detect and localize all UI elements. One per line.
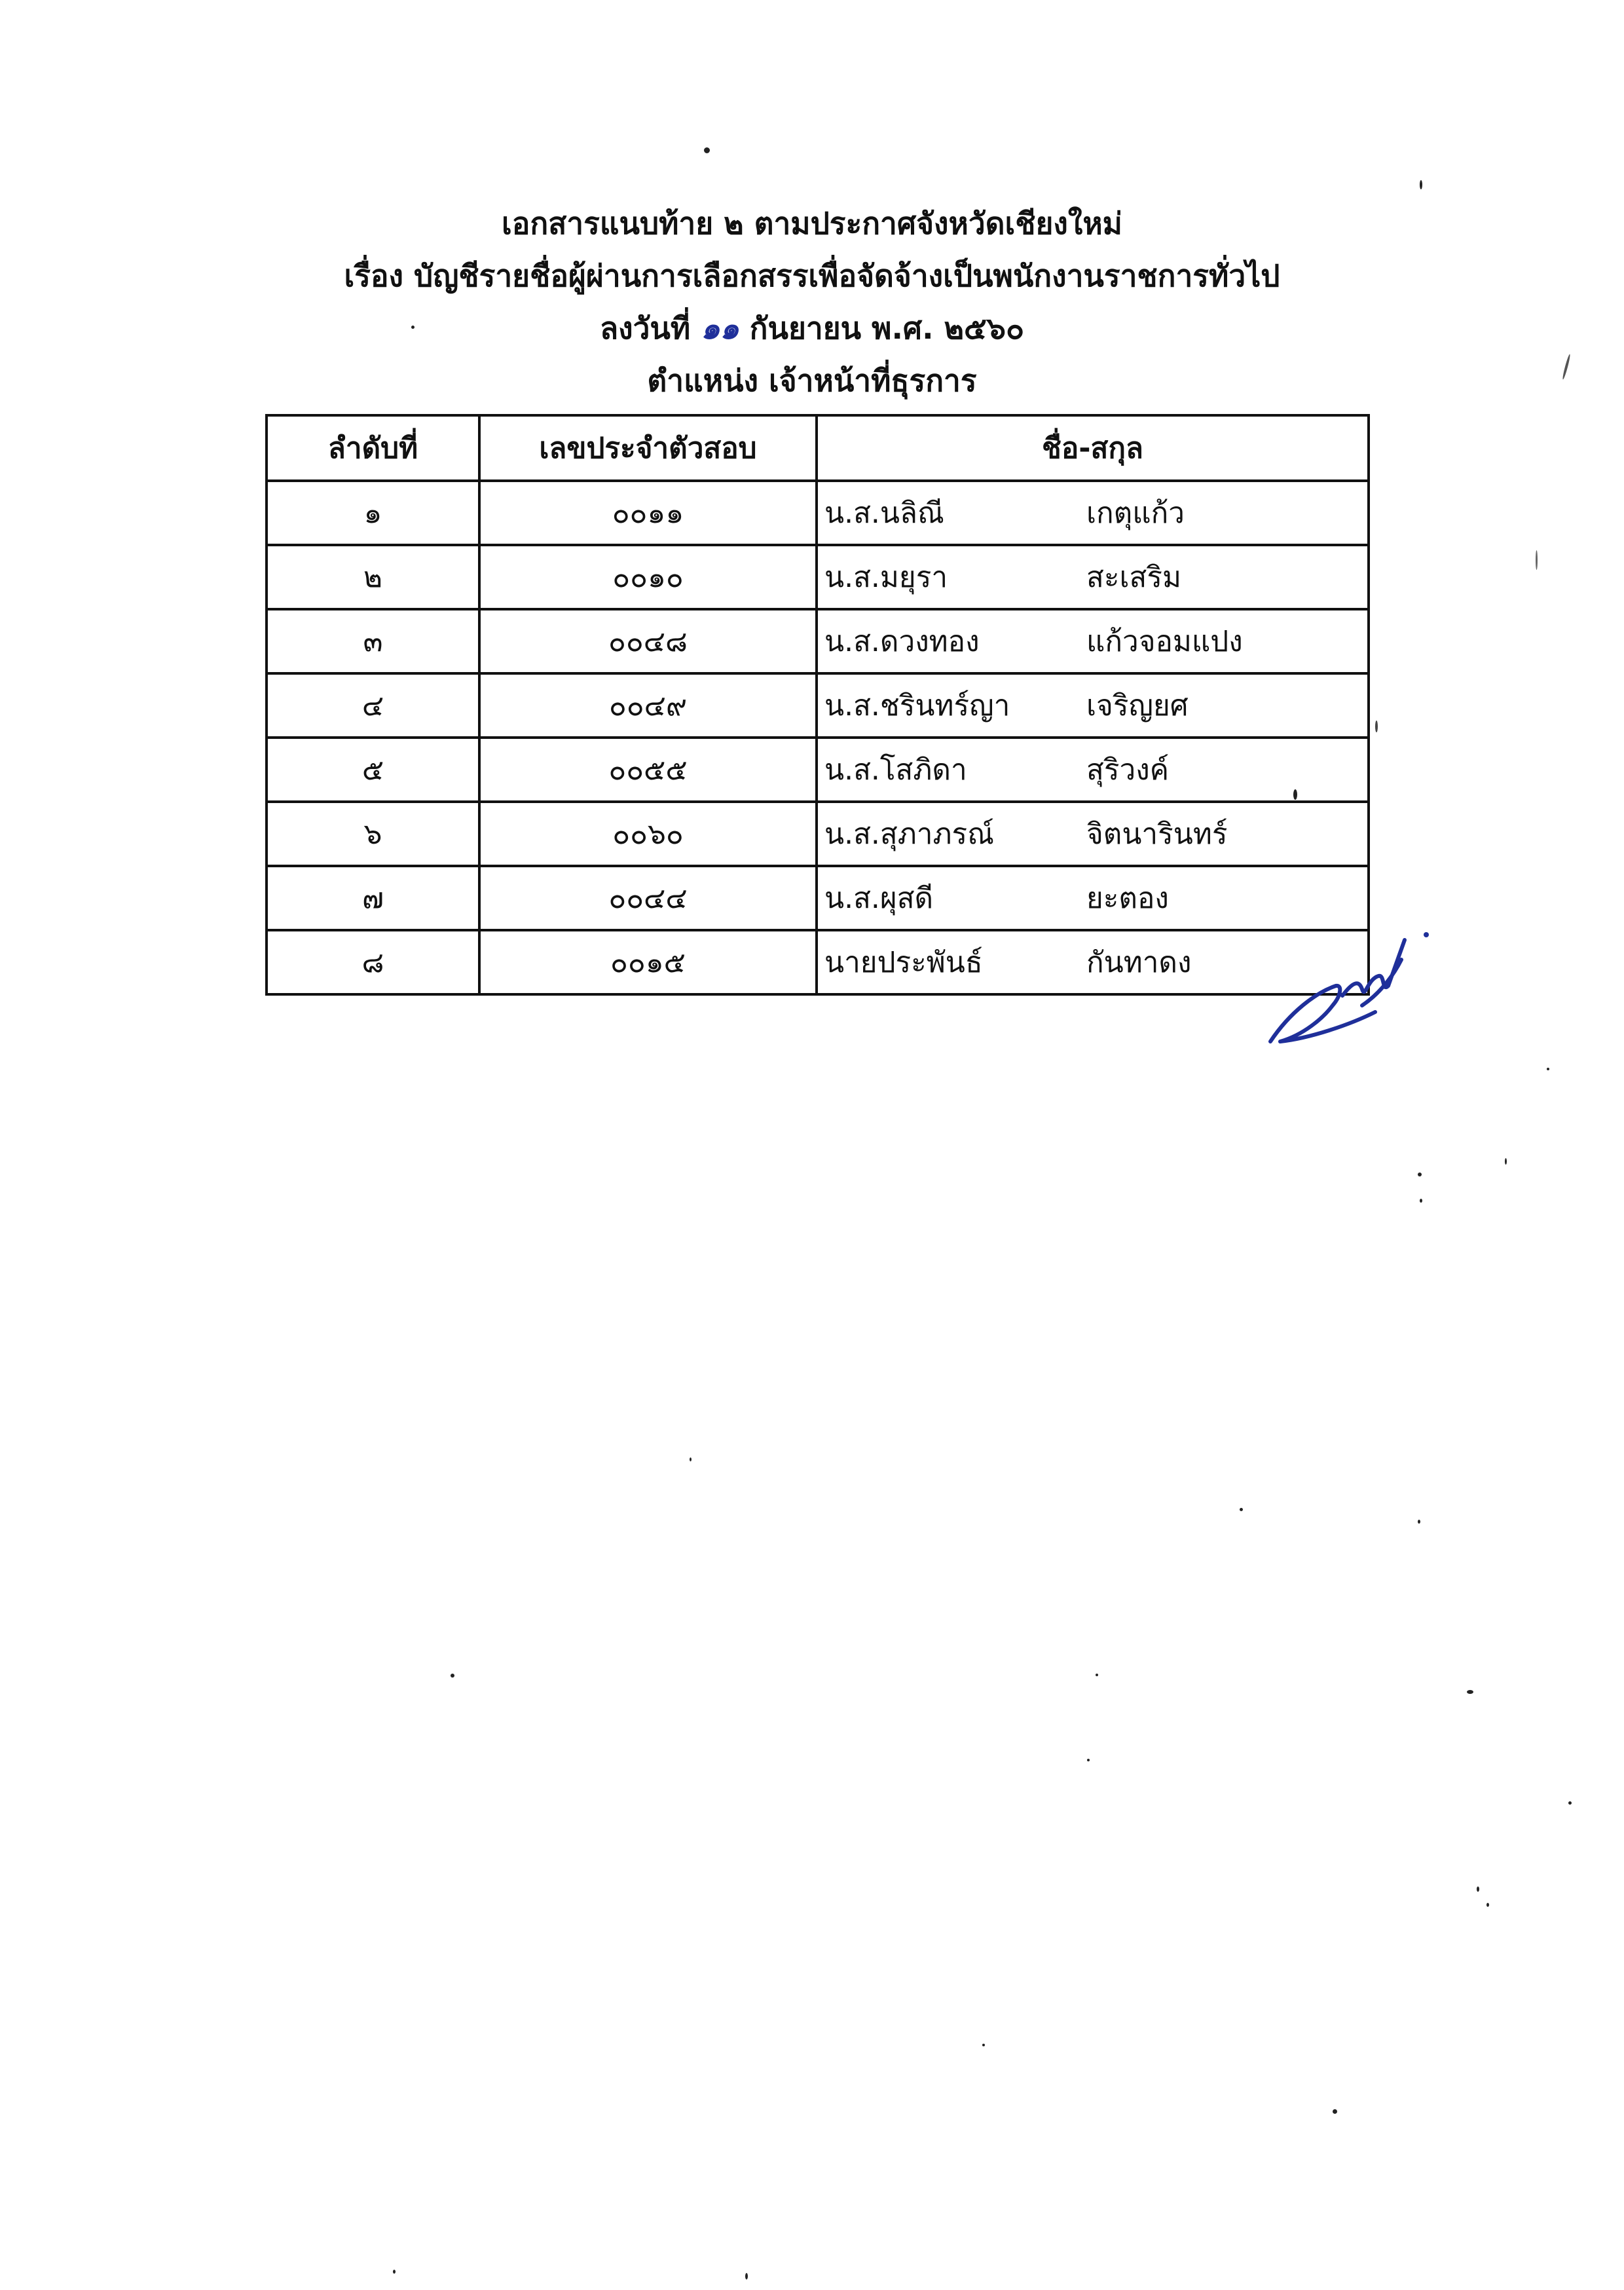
scan-speck [745,2273,748,2280]
table-row [267,545,1369,609]
full-name [817,673,1369,738]
table-row [267,866,1369,930]
date-suffix: กันยายน พ.ศ. ๒๕๖๐ [749,310,1025,346]
exam-id: ๐๐๑๕ [479,930,817,994]
exam-id: ๐๐๑๐ [479,545,817,609]
last-name: กันทาดง [1086,946,1192,979]
col-header-exam-id: เลขประจำตัวสอบ [479,415,817,481]
full-name [817,609,1369,673]
scan-speck [1420,1199,1422,1203]
handwritten-day: ๑๑ [701,310,739,346]
header-line-2: เรื่อง บัญชีรายชื่อผู้ผ่านการเลือกสรรเพื่อจัดจ้างเป็นพนักงานราชการทั่วไป [344,258,1280,293]
row-number: ๓ [267,609,479,673]
exam-id: ๐๐๔๔ [479,866,817,930]
first-name: นายประพันธ์ [824,946,983,979]
scan-speck [1486,1903,1489,1907]
exam-id: ๐๐๔๘ [479,609,817,673]
table-row [267,673,1369,738]
scan-speck [1505,1158,1507,1165]
first-name: น.ส.สุภาภรณ์ [824,817,994,851]
scan-speck [1536,550,1538,570]
col-header-name: ชื่อ-สกุล [817,415,1369,481]
table-row [267,802,1369,866]
full-name [817,481,1369,545]
row-number: ๘ [267,930,479,994]
first-name: น.ส.ดวงทอง [824,625,980,658]
scan-speck [1375,721,1378,732]
scan-speck [1467,1690,1473,1694]
scan-speck [704,147,710,153]
exam-id: ๐๐๔๙ [479,673,817,738]
scan-speck [1333,2109,1337,2114]
row-number: ๖ [267,802,479,866]
first-name: น.ส.ผุสดี [824,882,934,915]
first-name: น.ส.นลิณี [824,497,944,530]
scan-speck [1547,1068,1549,1070]
full-name [817,802,1369,866]
first-name: น.ส.โสภิดา [824,753,967,787]
first-name: น.ส.ชรินทร์ญา [824,689,1010,723]
row-number: ๔ [267,673,479,738]
scan-speck [1240,1508,1243,1511]
full-name [817,545,1369,609]
last-name: จิตนารินทร์ [1086,817,1228,851]
exam-id: ๐๐๖๐ [479,802,817,866]
col-header-order: ลำดับที่ [267,415,479,481]
exam-id: ๐๐๑๑ [479,481,817,545]
scan-speck [1420,180,1422,189]
scan-speck [1096,1674,1098,1676]
scan-speck [1568,1801,1572,1805]
full-name [817,738,1369,802]
table-header-row [267,415,1369,481]
row-number: ๕ [267,738,479,802]
table-row [267,481,1369,545]
scan-speck [1418,1173,1422,1176]
exam-id: ๐๐๕๕ [479,738,817,802]
header-line-3 [0,310,1624,346]
scan-speck [1418,1520,1420,1524]
position-title: ตำแหน่ง เจ้าหน้าที่ธุรการ [647,363,977,398]
row-number: ๒ [267,545,479,609]
row-number: ๑ [267,481,479,545]
first-name: น.ส.มยุรา [824,561,948,594]
scan-speck [1293,789,1297,800]
handwritten-signature [1264,914,1434,1051]
date-prefix: ลงวันที่ [599,310,691,346]
scan-speck [982,2044,985,2046]
last-name: เจริญยศ [1086,689,1189,723]
last-name: แก้วจอมแปง [1086,625,1243,658]
scan-speck [1087,1759,1090,1761]
last-name: สุริวงค์ [1086,753,1170,787]
table-row [267,738,1369,802]
scan-speck [1477,1886,1479,1892]
last-name: ยะตอง [1086,882,1169,915]
scan-speck [411,326,415,329]
table-row [267,930,1369,994]
scan-speck [451,1674,454,1678]
candidate-table [265,414,1370,996]
last-name: สะเสริม [1086,561,1182,594]
scan-speck [393,2270,396,2274]
table-row [267,609,1369,673]
scan-speck [690,1457,692,1461]
row-number: ๗ [267,866,479,930]
header-line-1: เอกสารแนบท้าย ๒ ตามประกาศจังหวัดเชียงใหม่ [502,206,1122,241]
last-name: เกตุแก้ว [1086,497,1185,530]
